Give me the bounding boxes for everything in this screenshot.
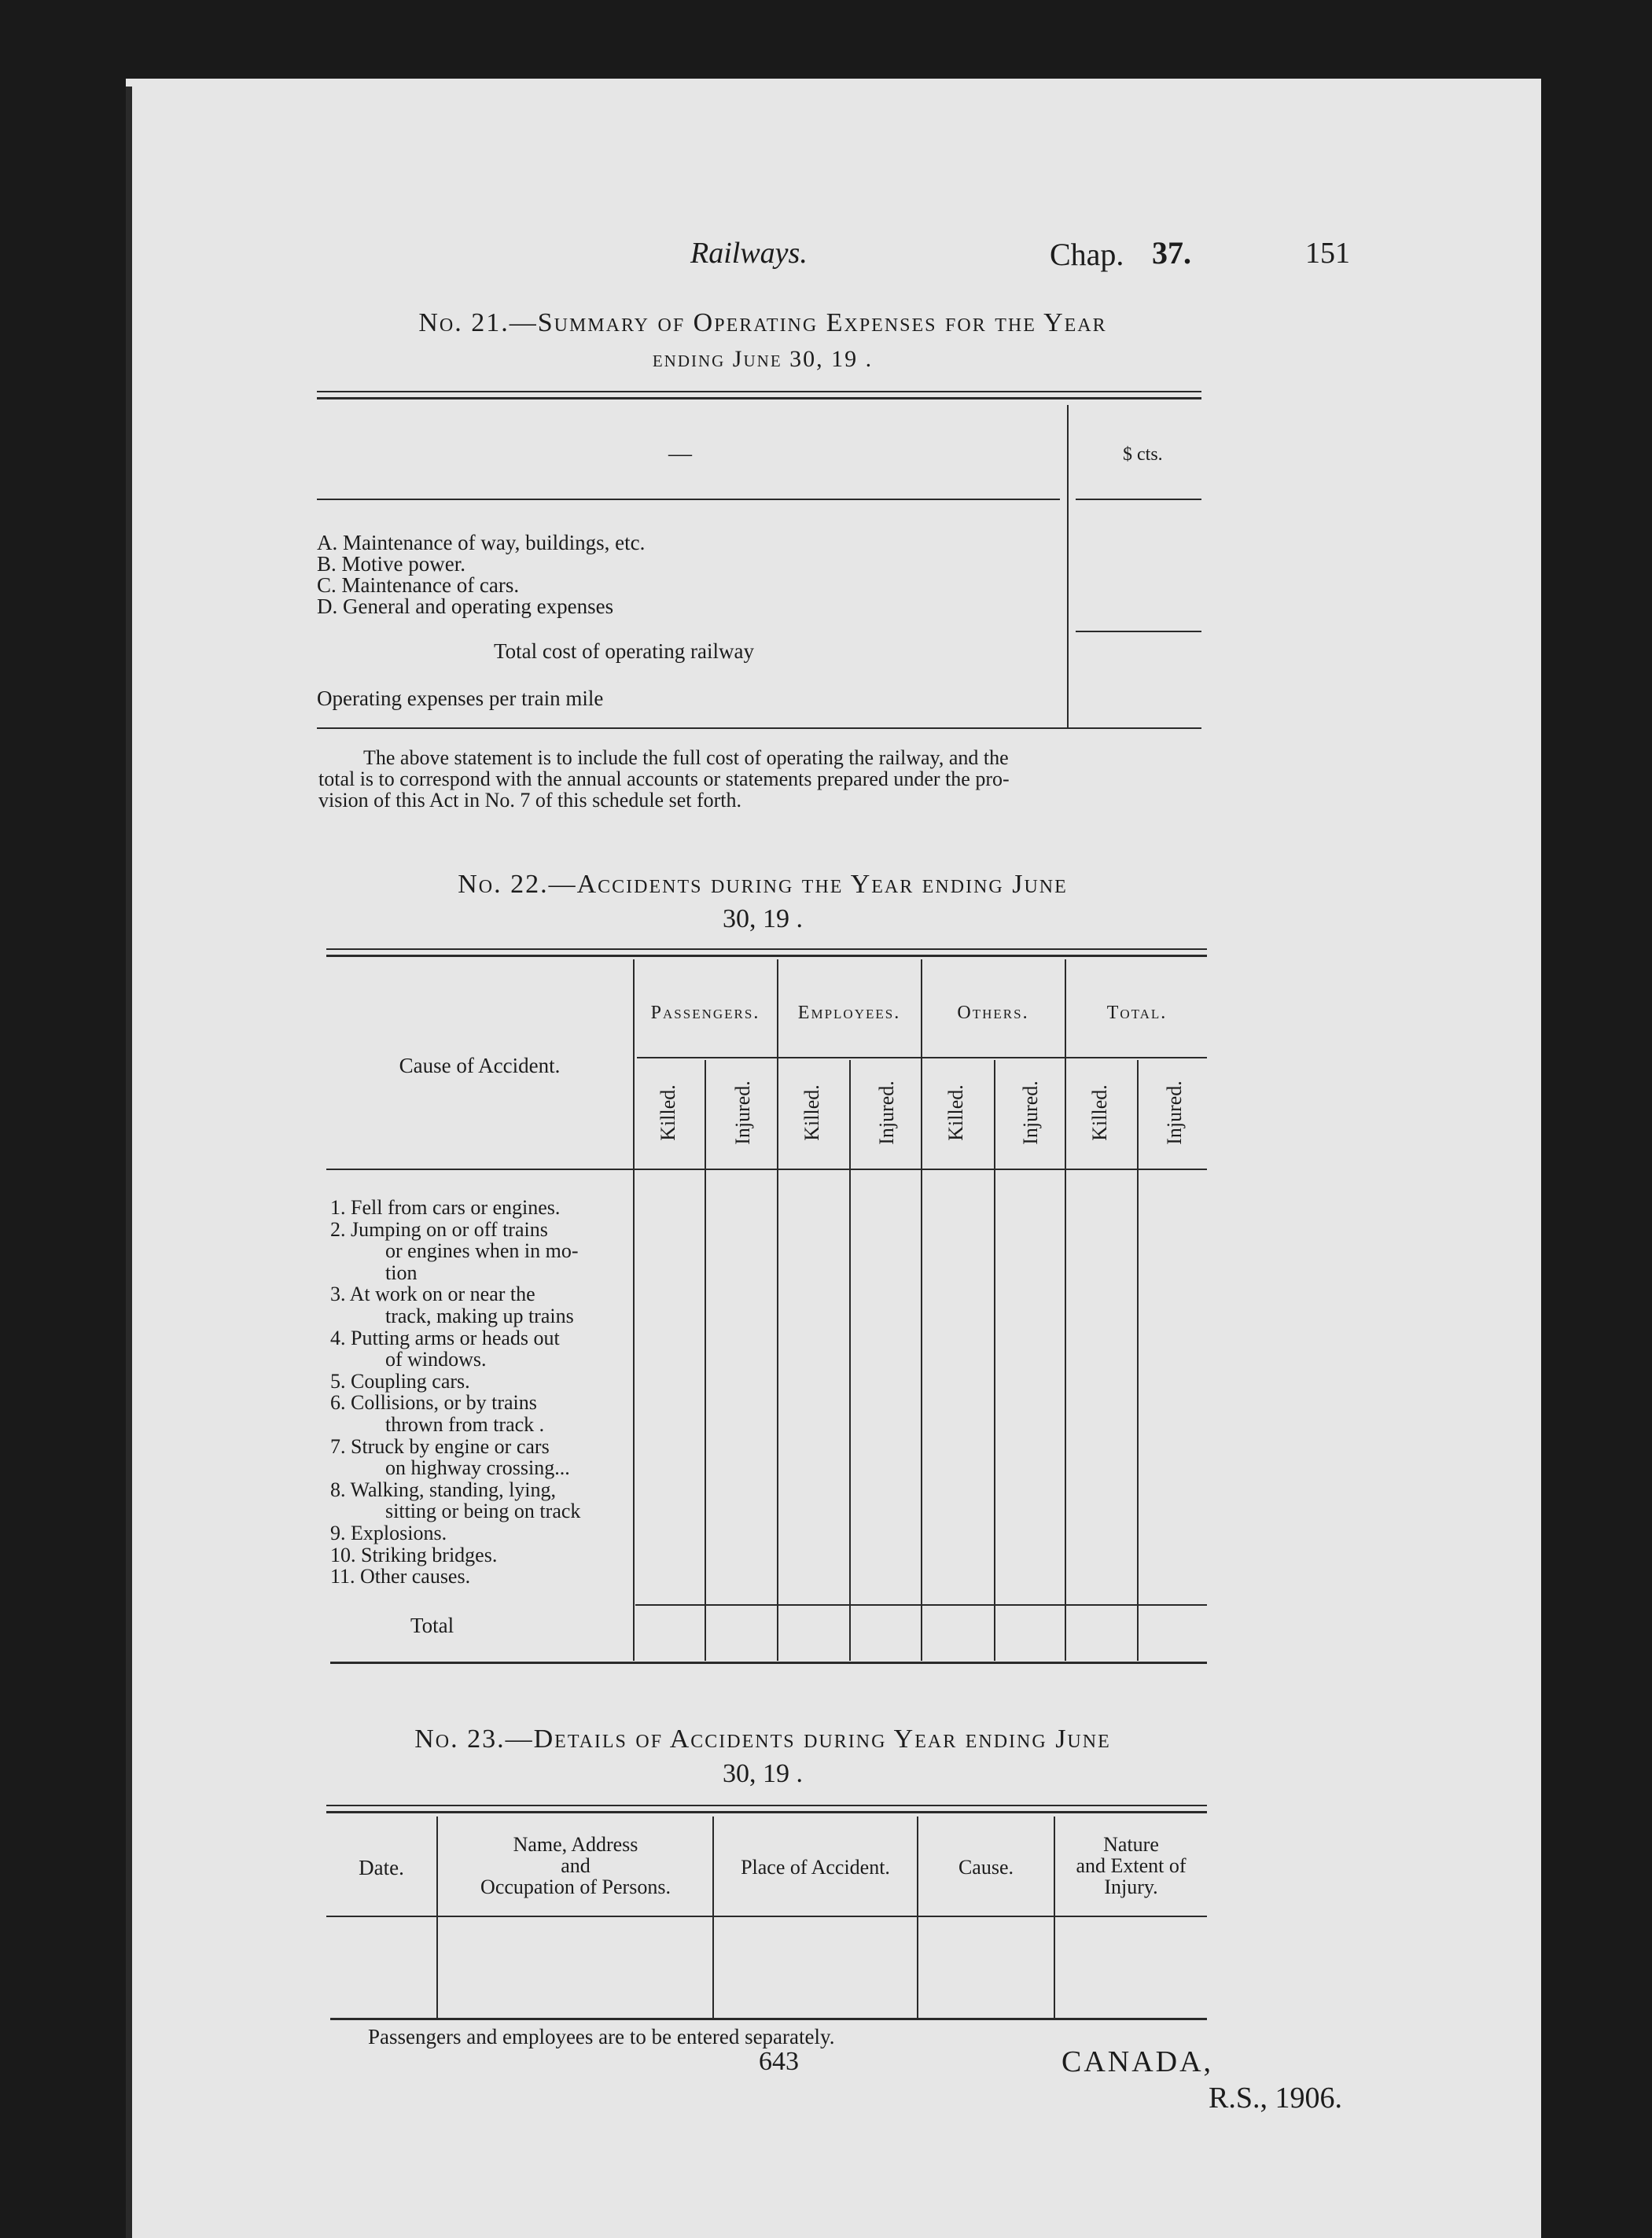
form22-rule-head bbox=[326, 1169, 1207, 1170]
form21-col-blank: — bbox=[668, 440, 692, 466]
form22-rule-sum bbox=[635, 1604, 1207, 1606]
form22-rule-bottom bbox=[330, 1662, 1207, 1664]
form22-cause-7b: on highway crossing... bbox=[385, 1456, 570, 1480]
footer-canada: CANADA, bbox=[1061, 2045, 1214, 2078]
form22-sub-killed-1: Killed. bbox=[657, 1084, 679, 1141]
form23-col-date: Date. bbox=[359, 1856, 404, 1879]
form22-cause-7: 7. Struck by engine or cars bbox=[330, 1434, 550, 1458]
form21-note-line2: total is to correspond with the annual accounts or statements prepared under the pro- bbox=[318, 767, 1010, 790]
form23-divider-2 bbox=[712, 1817, 714, 2018]
form22-total: Total bbox=[410, 1614, 454, 1637]
chap-number: 37. bbox=[1152, 235, 1191, 271]
form23-divider-1 bbox=[436, 1817, 438, 2018]
form21-total: Total cost of operating railway bbox=[494, 639, 755, 663]
form21-title-line1: No. 21.—Summary of Operating Expenses for the Year bbox=[418, 308, 1107, 337]
form22-cause-6b: thrown from track . bbox=[385, 1412, 545, 1436]
form22-cause-11: 11. Other causes. bbox=[330, 1565, 471, 1588]
form22-cause-5: 5. Coupling cars. bbox=[330, 1369, 470, 1393]
form22-sub-killed-2: Killed. bbox=[800, 1084, 823, 1141]
form22-cause-2c: tion bbox=[385, 1261, 418, 1284]
running-title: Railways. bbox=[690, 237, 808, 270]
form21-item-b: B. Motive power. bbox=[317, 552, 465, 576]
form23-col-nature-line3: Injury. bbox=[1104, 1875, 1158, 1898]
form21-per-mile: Operating expenses per train mile bbox=[317, 686, 604, 710]
form21-rule-sum bbox=[1076, 631, 1201, 632]
document-page bbox=[126, 79, 1541, 2238]
form22-divider-6 bbox=[994, 1060, 995, 1661]
form23-note: Passengers and employees are to be entered separately. bbox=[368, 2025, 835, 2048]
form22-sub-killed-4: Killed. bbox=[1088, 1084, 1111, 1141]
form22-cause-3b: track, making up trains bbox=[385, 1304, 574, 1327]
form22-cause-10: 10. Striking bridges. bbox=[330, 1543, 498, 1566]
form22-group-total: Total. bbox=[1106, 1003, 1168, 1023]
form21-item-d: D. General and operating expenses bbox=[317, 594, 614, 618]
form22-group-employees: Employees. bbox=[797, 1003, 901, 1023]
form22-cause-4: 4. Putting arms or heads out bbox=[330, 1326, 560, 1349]
form22-divider-8 bbox=[1137, 1060, 1139, 1661]
form21-title-line2: ending June 30, 19 . bbox=[652, 346, 874, 372]
form21-note-line1: The above statement is to include the full cost of operating the railway, and the bbox=[363, 746, 1009, 769]
form23-rule-top-2 bbox=[326, 1811, 1207, 1813]
form21-item-c: C. Maintenance of cars. bbox=[317, 573, 520, 597]
form21-note-line3: vision of this Act in No. 7 of this schedule set forth. bbox=[318, 789, 742, 812]
form22-cause-6: 6. Collisions, or by trains bbox=[330, 1391, 537, 1415]
form22-divider-1 bbox=[633, 959, 635, 1661]
form22-divider-4 bbox=[849, 1060, 851, 1661]
form22-title-line1: No. 22.—Accidents during the Year ending June bbox=[458, 870, 1068, 899]
form22-cause-4b: of windows. bbox=[385, 1348, 487, 1371]
form22-cause-2: 2. Jumping on or off trains bbox=[330, 1217, 548, 1241]
form22-rule-top-1 bbox=[326, 948, 1207, 950]
form21-rule-top-2 bbox=[317, 397, 1201, 399]
folio-number: 643 bbox=[759, 2047, 799, 2076]
form21-rule-bottom bbox=[317, 727, 1201, 729]
chap-label: Chap. bbox=[1050, 237, 1124, 272]
form21-note bbox=[318, 747, 1203, 811]
form22-cause-3: 3. At work on or near the bbox=[330, 1283, 535, 1306]
form22-cause-1: 1. Fell from cars or engines. bbox=[330, 1196, 561, 1219]
form21-col-divider bbox=[1067, 405, 1069, 727]
form23-rule-bottom bbox=[330, 2018, 1207, 2020]
form23-col-name bbox=[438, 1834, 713, 1898]
form22-divider-3 bbox=[777, 959, 778, 1661]
form22-cause-9: 9. Explosions. bbox=[330, 1521, 447, 1544]
form21-col-amount: $ cts. bbox=[1123, 444, 1163, 465]
form22-cause-2b: or engines when in mo- bbox=[385, 1239, 579, 1263]
form22-divider-7 bbox=[1065, 959, 1066, 1661]
form23-col-cause: Cause. bbox=[958, 1856, 1014, 1879]
form23-col-place: Place of Accident. bbox=[741, 1856, 890, 1879]
form22-group-others: Others. bbox=[957, 1003, 1029, 1023]
form23-col-name-line3: Occupation of Persons. bbox=[480, 1875, 671, 1898]
form22-sub-injured-3: Injured. bbox=[1019, 1080, 1042, 1145]
form23-col-nature-line2: and Extent of bbox=[1076, 1854, 1187, 1877]
form23-rule-head bbox=[326, 1916, 1207, 1917]
form21-item-a-label: A. Maintenance of way, buildings, etc. bbox=[317, 531, 646, 554]
form22-sub-injured-2: Injured. bbox=[875, 1080, 898, 1145]
form22-rule-top-2 bbox=[326, 955, 1207, 957]
form22-sub-killed-3: Killed. bbox=[944, 1084, 967, 1141]
form22-sub-injured-4: Injured. bbox=[1163, 1080, 1186, 1145]
form23-title-line2: 30, 19 . bbox=[723, 1759, 803, 1788]
form22-cause-header: Cause of Accident. bbox=[399, 1054, 561, 1077]
form21-rule-top-1 bbox=[317, 391, 1201, 392]
form23-col-nature bbox=[1055, 1834, 1207, 1898]
form22-cause-list bbox=[330, 1197, 631, 1588]
form22-group-passengers: Passengers. bbox=[650, 1003, 760, 1023]
binding-edge bbox=[126, 87, 132, 2238]
form22-title-line2: 30, 19 . bbox=[723, 904, 803, 933]
form23-divider-4 bbox=[1054, 1817, 1055, 2018]
form23-col-name-line1: Name, Address bbox=[513, 1833, 638, 1856]
form21-rule-head-left bbox=[317, 499, 1060, 500]
form23-col-nature-line1: Nature bbox=[1103, 1833, 1159, 1856]
page-number: 151 bbox=[1305, 237, 1350, 270]
form23-title-line1: No. 23.—Details of Accidents during Year ending June bbox=[414, 1725, 1111, 1754]
form22-sub-injured-1: Injured. bbox=[731, 1080, 754, 1145]
form22-cause-8: 8. Walking, standing, lying, bbox=[330, 1478, 557, 1501]
form22-cause-8b: sitting or being on track bbox=[385, 1500, 581, 1523]
form23-col-name-line2: and bbox=[561, 1854, 591, 1877]
footer-rs: R.S., 1906. bbox=[1209, 2082, 1342, 2115]
form22-divider-2 bbox=[705, 1060, 706, 1661]
form21-rule-head-right bbox=[1076, 499, 1201, 500]
form22-divider-5 bbox=[921, 959, 922, 1661]
form23-divider-3 bbox=[917, 1817, 918, 2018]
form23-rule-top-1 bbox=[326, 1805, 1207, 1806]
